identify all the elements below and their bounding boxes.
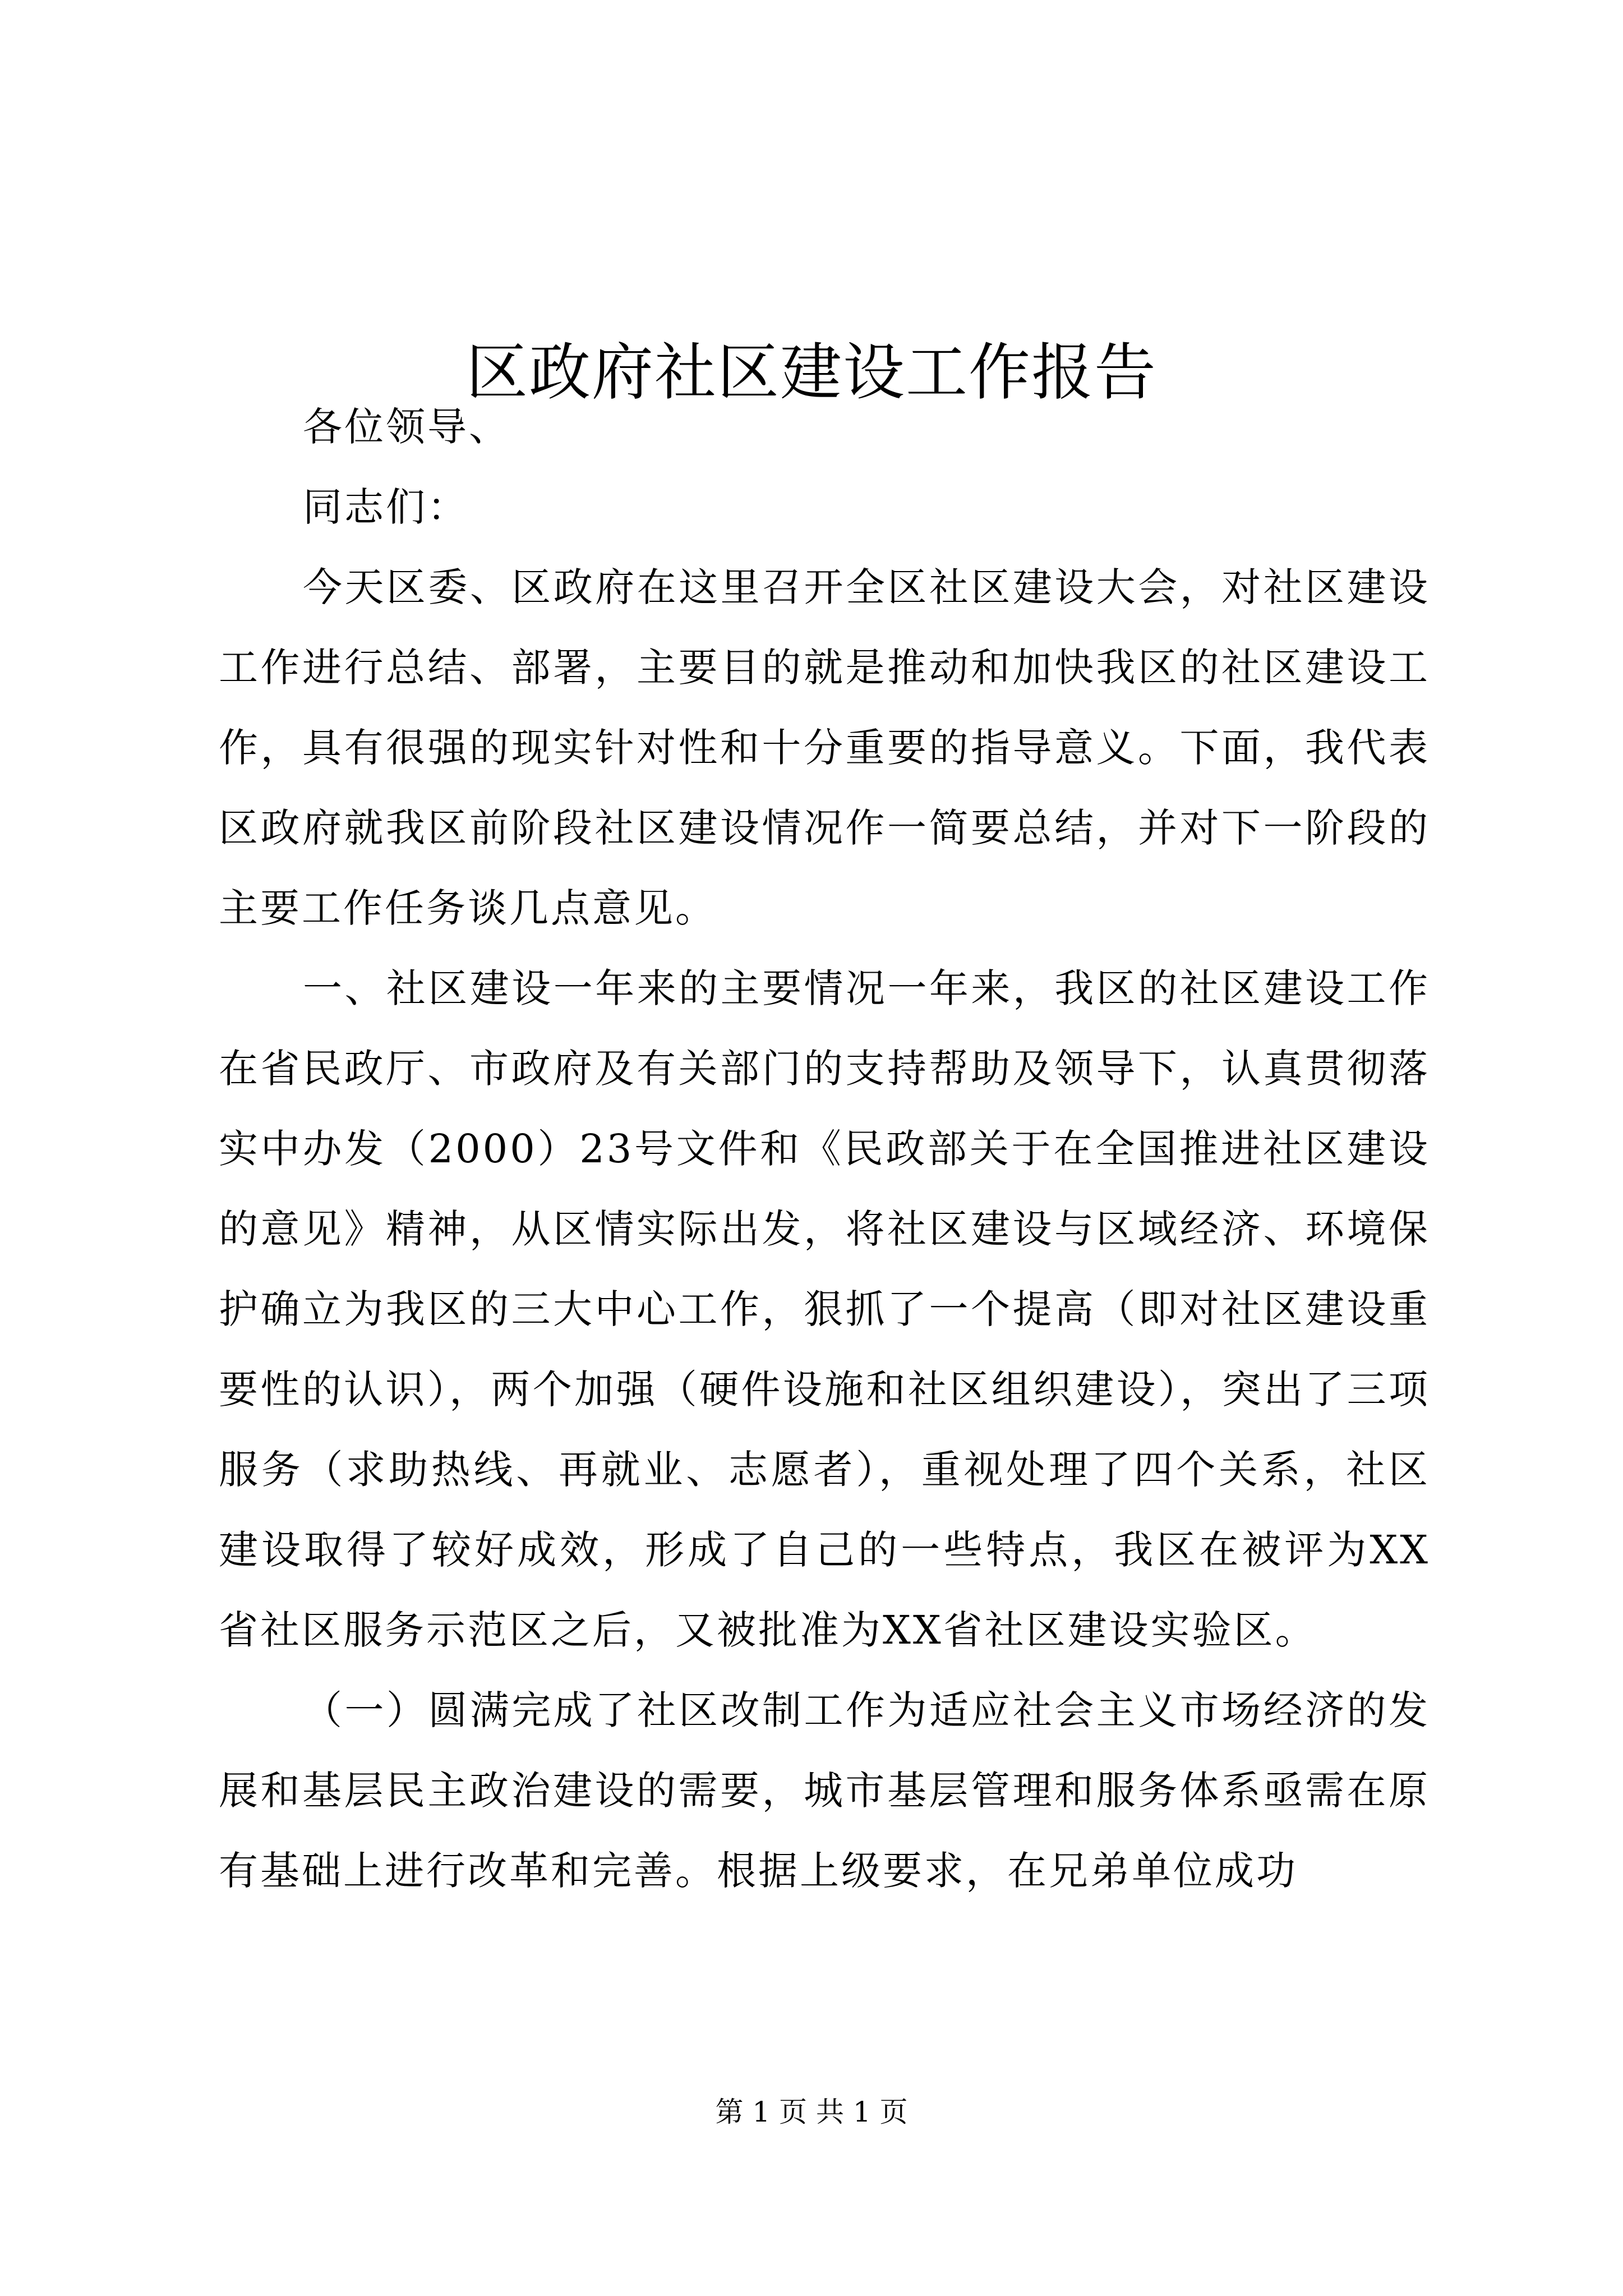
body-paragraph: （一）圆满完成了社区改制工作为适应社会主义市场经济的发展和基层民主政治建设的需要，城市基层管理和服务体系亟需在原有基础上进行改革和完善。根据上级要求，在兄弟单位成功 xyxy=(219,1687,1430,1894)
page-footer: 第 1 页 共 1 页 xyxy=(715,2096,908,2128)
salutation-line-2: 同志们： xyxy=(303,484,469,530)
document-title: 区政府社区建设工作报告 xyxy=(466,336,1157,408)
body-paragraph: 今天区委、区政府在这里召开全区社区建设大会，对社区建设工作进行总结、部署，主要目的就是推动和加快我区的社区建设工作，具有很强的现实针对性和十分重要的指导意义。下面，我代表区政府就我区前阶段社区建设情况作一简要总结，并对下一阶段的主要工作任务谈几点意见。 xyxy=(219,564,1430,931)
body-paragraph: 一、社区建设一年来的主要情况一年来，我区的社区建设工作在省民政厅、市政府及有关部门的支持帮助及领导下，认真贯彻落实中办发（2000）23号文件和《民政部关于在全国推进社区建设的意见》精神，从区情实际出发，将社区建设与区域经济、环境保护确立为我区的三大中心工作，狠抓了一个提高（即对社区建设重要性的认识），两个加强（硬件设施和社区组织建设），突出了三项服务（求助热线、再就业、志愿者），重视处理了四个关系，社区建设取得了较好成效，形成了自己的一些特点，我区在被评为XX省社区服务示范区之后，又被批准为XX省社区建设实验区。 xyxy=(219,965,1430,1653)
document-body xyxy=(219,387,1430,1911)
salutation-line-1: 各位领导、 xyxy=(303,404,510,450)
